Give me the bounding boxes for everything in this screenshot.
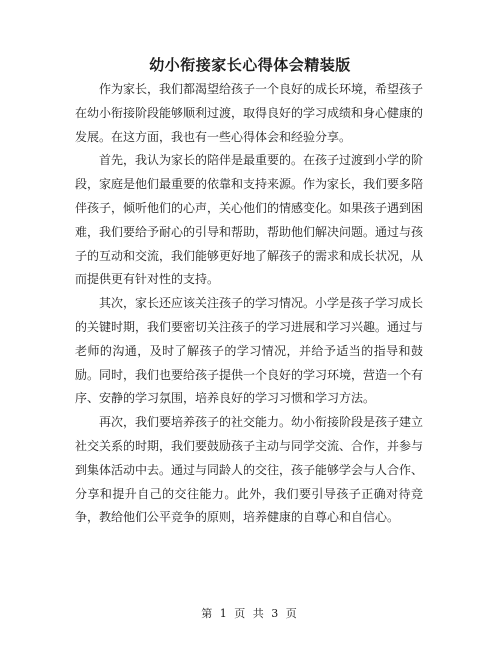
document-body <box>75 78 423 530</box>
paragraph: 作为家长，我们都渴望给孩子一个良好的成长环境，希望孩子在幼小衔接阶段能够顺利过渡，取得良好的学习成绩和身心健康的发展。在这方面，我也有一些心得体会和经验分享。 <box>75 82 424 144</box>
document-title: 幼小衔接家长心得体会精装版 <box>149 56 351 74</box>
paragraph: 首先，我认为家长的陪伴是最重要的。在孩子过渡到小学的阶段，家庭是他们最重要的依靠和支持来源。作为家长，我们要多陪伴孩子，倾听他们的心声，关心他们的情感变化。如果孩子遇到困难，我们要给予耐心的引导和帮助，帮助他们解决问题。通过与孩子的互动和交流，我们能够更好地了解孩子的需求和成长状况，从而提供更有针对性的支持。 <box>75 153 424 287</box>
paragraph: 其次，家长还应该关注孩子的学习情况。小学是孩子学习成长的关键时期，我们要密切关注孩子的学习进展和学习兴趣。通过与老师的沟通，及时了解孩子的学习情况，并给予适当的指导和鼓励。同时，我们也要给孩子提供一个良好的学习环境，营造一个有序、安静的学习氛围，培养良好的学习习惯和学习方法。 <box>75 296 424 406</box>
paragraph: 再次，我们要培养孩子的社交能力。幼小衔接阶段是孩子建立社交关系的时期，我们要鼓励孩子主动与同学交流、合作，并参与到集体活动中去。通过与同龄人的交往，孩子能够学会与人合作、分享和提升自己的交往能力。此外，我们要引导孩子正确对待竞争，教给他们公平竞争的原则，培养健康的自尊心和自信心。 <box>75 415 424 525</box>
page-number-footer: 第 1 页 共 3 页 <box>201 607 299 620</box>
